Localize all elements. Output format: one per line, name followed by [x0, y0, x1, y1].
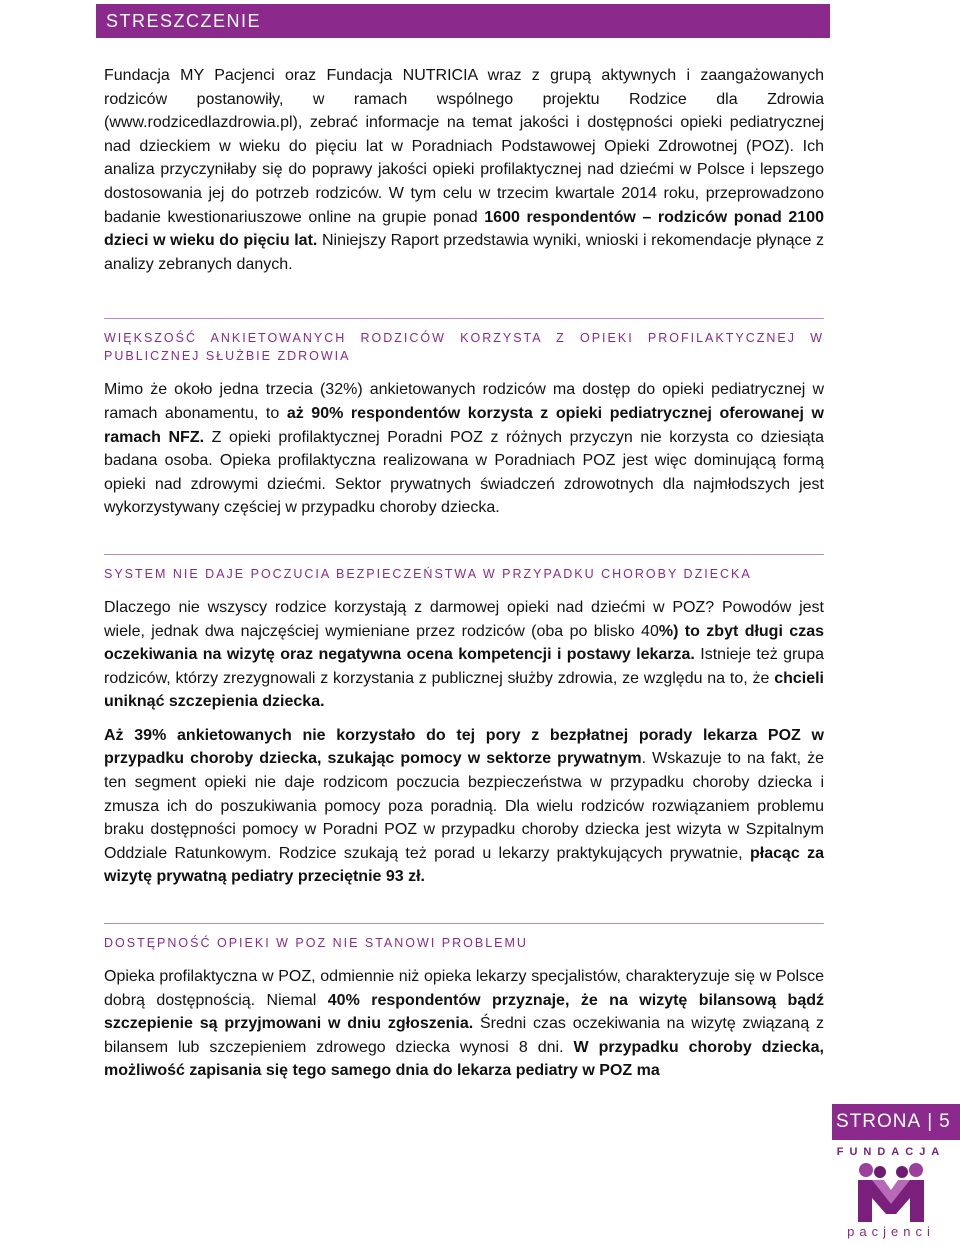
section2-paragraph-2: [104, 724, 824, 889]
page-number: 5: [939, 1111, 951, 1132]
section2-text: Dlaczego nie wszyscy rodzice korzystają z darmowej opieki nad dziećmi w POZ? Powodów jest wiele, jednak dwa najczęściej wymieniane przez rodziców (oba po blisko 40: [104, 598, 824, 640]
section1-text-end: Z opieki profilaktycznej Poradni POZ z różnych przyczyn nie korzysta co dziesiąta badana osoba. Opieka profilaktyczna realizowana w Poradniach POZ jest więc dominującą formą opieki nad zdrowymi dziećmi. Sektor prywatnych świadczeń zdrowotnych dla najmłodszych jest wykorzystywany częściej w przypadku choroby dziecka.: [104, 428, 824, 517]
section2-bold: chcieli uniknąć szczepienia dziecka.: [104, 669, 824, 711]
section3-text: Opieka profilaktyczna w POZ, odmiennie niż opieka lekarzy specjalistów, charakteryzuje się w Polsce dobrą dostępnością. Niemal: [104, 968, 824, 1009]
section-divider: [104, 923, 824, 952]
section2-bold: Aż 39% ankietowanych nie korzystało do tej pory z bezpłatnej porady lekarza POZ w przypadku choroby dziecka, szukając pomocy w sektorze prywatnym: [104, 726, 824, 768]
section1-bold: aż 90% respondentów korzysta z opieki pediatrycznej oferowanej w ramach NFZ.: [104, 404, 825, 446]
section2-bold: płacąc za wizytę prywatną pediatry przeciętnie 93 zł.: [104, 844, 825, 886]
section-heading: DOSTĘPNOŚĆ OPIEKI W POZ NIE STANOWI PROBLEMU: [104, 936, 528, 951]
section-banner: [96, 4, 830, 38]
section2-text: . Wskazuje to na fakt, że ten segment opieki nie daje rodzicom poczucia bezpieczeństwa w przypadku choroby dziecka i zmusza ich do poszukiwania pomocy poza poradnią. Dla wielu rodziców rozwiązaniem problemu braku dostępności pomocy w Poradni POZ w przypadku choroby dziecka jest wizyta w Szpitalnym Oddziale Ratunkowym. Rodzice szukają też porad u lekarzy praktykujących prywatnie,: [104, 750, 824, 862]
page-label: STRONA: [836, 1111, 922, 1132]
foundation-logo: [836, 1146, 946, 1242]
page-separator: |: [927, 1111, 934, 1132]
intro-bold: 1600 respondentów – rodziców ponad 2100 dzieci w wieku do pięciu lat.: [104, 208, 824, 250]
section1-text: Mimo że około jedna trzecia (32%) ankietowanych rodziców ma dostęp do opieki pediatrycznej w ramach abonamentu, to: [104, 381, 824, 422]
section-divider: [104, 554, 824, 583]
section2-text: Istnieje też grupa rodziców, którzy zrezygnowali z korzystania z publicznej służby zdrowia, ze względu na to, że: [104, 646, 825, 687]
logo-top-text: FUNDACJA: [836, 1146, 946, 1158]
document-body: [104, 64, 824, 1083]
section-heading: SYSTEM NIE DAJE POCZUCIA BEZPIECZEŃSTWA W PRZYPADKU CHOROBY DZIECKA: [104, 566, 752, 581]
logo-mm-icon: [854, 1162, 928, 1224]
section3-bold: W przypadku choroby dziecka, możliwość zapisania się tego samego dnia do lekarza pediatry w POZ ma: [104, 1038, 824, 1080]
page-number-tab: [832, 1104, 960, 1140]
section1-paragraph: [104, 378, 824, 520]
section-divider: [104, 318, 824, 365]
section3-paragraph: [104, 965, 824, 1083]
section2-paragraph-1: [104, 596, 824, 714]
banner-title: STRESZCZENIE: [106, 10, 262, 31]
intro-text: Fundacja MY Pacjenci oraz Fundacja NUTRICIA wraz z grupą aktywnych i zaangażowanych rodziców postanowiły, w ramach wspólnego projektu Rodzice dla Zdrowia (www.rodzicedlazdrowia.pl), zebrać informacje na temat jakości i dostępności opieki pediatrycznej nad dzieckiem w wieku do pięciu lat w Poradniach Podstawowej Opieki Zdrowotnej (POZ). Ich analiza przyczyniłaby się do poprawy jakości opieki profilaktycznej nad dziećmi w Polsce i lepszego dostosowania jej do potrzeb rodziców. W tym celu w trzecim kwartale 2014 roku, przeprowadzono badanie kwestionariuszowe online na grupie ponad: [104, 67, 824, 226]
section3-bold: 40% respondentów przyznaje, że na wizytę bilansową bądź szczepienie są przyjmowani w dniu zgłoszenia.: [104, 991, 824, 1033]
section-heading: WIĘKSZOŚĆ ANKIETOWANYCH RODZICÓW KORZYSTA Z OPIEKI PROFILAKTYCZNEJ W PUBLICZNEJ SŁUŻBIE ZDROWIA: [104, 331, 824, 364]
intro-text-end: Niniejszy Raport przedstawia wyniki, wnioski i rekomendacje płynące z analizy zebranych danych.: [104, 232, 824, 273]
section2-bold: %) to zbyt długi czas oczekiwania na wizytę oraz negatywna ocena kompetencji i postawy lekarza.: [104, 622, 824, 664]
intro-paragraph: [104, 64, 824, 276]
section3-text: Średni czas oczekiwania na wizytę związaną z bilansem lub szczepieniem zdrowego dziecka wynosi 8 dni.: [104, 1015, 825, 1056]
logo-bottom-text: pacjenci: [847, 1224, 935, 1239]
